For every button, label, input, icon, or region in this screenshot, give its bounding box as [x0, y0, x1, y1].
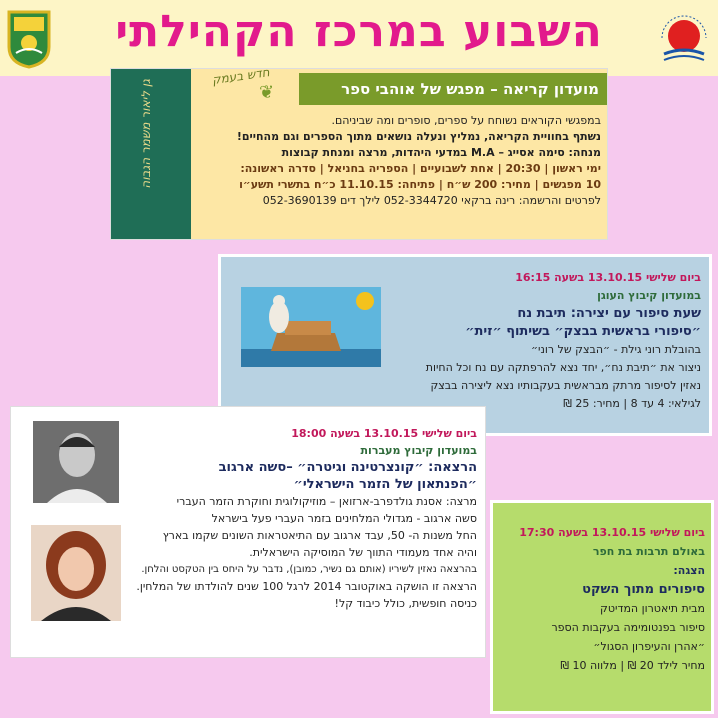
- reading-club-side-band: [111, 69, 191, 239]
- lecture-card: [10, 406, 486, 658]
- story-hour-price: לגילאי: 4 עד 8 | מחיר: 25 ₪: [563, 397, 701, 410]
- show-date: ביום שלישי 13.10.15 בשעה 17:30: [519, 526, 705, 539]
- page-title: השבוע במרכז הקהילתי: [115, 6, 603, 57]
- show-line: מבית תיאטרון המדיטק: [600, 602, 705, 615]
- reading-club-contact: לפרטים והרשמה: רינה ברקאי 052-3344720 לילך דים 052-3690139: [262, 194, 601, 207]
- lecture-line: החל משנות ה- 50, עבד ארגוב עם התיאטראות השונים שקמו בארץ: [162, 529, 477, 542]
- lecture-venue: במועדון קיבוץ מעברות: [360, 444, 477, 457]
- story-hour-title: שעת סיפור עם יצירה: תיבת נח: [517, 306, 701, 321]
- reading-club-line: נשתף בחוויית הקריאה, נמליץ ונעלה נושאים מתוך הספרים וגם מהחיים!: [236, 130, 601, 143]
- story-hour-line: נאזין לסיפור מרתק מבראשית בעקבותיו נצא ליצירה בבצק: [430, 379, 701, 392]
- reading-club-line: מנחה: סימה אסייג – M.A במדעי היהדות, מרצה ומנחת קבוצות: [281, 146, 601, 159]
- show-line: ״אהרן והעיפרון הסגול״: [593, 640, 705, 653]
- lecture-date: ביום שלישי 13.10.15 בשעה 18:00: [291, 427, 477, 440]
- regional-council-logo: [6, 9, 52, 69]
- reading-club-line: 10 מפגשים | מחיר: 200 ש״ח | פתיחה: 11.10.15 כ״ח בתשרי תשע״ו: [239, 178, 601, 191]
- story-hour-venue: במועדון קיבוץ העוגן: [597, 289, 701, 302]
- reading-club-title-text: מועדון קריאה – מפגש של אוהבי ספר: [341, 80, 599, 98]
- reading-club-line: ימי ראשון | 20:30 | אחת לשבועיים | הספריה בחניאל | סדרה ראשונה:: [240, 162, 601, 175]
- new-badge: חדש בעמק: [211, 65, 271, 88]
- show-line: סיפור בפנטומימה בעקבות הספר: [551, 621, 705, 634]
- olive-branch-icon: ❦: [259, 82, 275, 103]
- story-hour-host: בהובלת רוני גילת - ״הבצק של רוני״: [530, 343, 701, 356]
- lecture-line: והיה אחד מעמודי התווך של המוסיקה הישראלית.: [249, 546, 477, 559]
- reading-club-title: [259, 73, 607, 105]
- lecture-title: הרצאה: ״קונצרטינה וגיטרה״ –סשה ארגוב: [218, 460, 477, 475]
- lecturer-portrait: [31, 525, 121, 621]
- lecture-line: כניסה חופשית, כולל כיבוד קל!: [334, 597, 477, 610]
- lecture-line: מרצה: אסנת גולדפרב-ארזואן – מוזיקולוגית וחוקרת הזמר העברי: [176, 495, 477, 508]
- story-hour-date: ביום שלישי 13.10.15 בשעה 16:15: [515, 271, 701, 284]
- lecture-line: סשה ארגוב - מגדולי המלחינים בזמר העברי פעל בישראל: [211, 512, 477, 525]
- story-hour-subtitle: ״סיפורי בראשית בבצק״ בשיתוף ״זית״: [465, 324, 701, 339]
- lecture-line: הרצאה זו הושקה באוקטובר 2014 לרגל 100 שנים להולדתו של המלחין.: [136, 580, 477, 593]
- lecture-line: בהרצאה נאזין לשיריו (אותם גם נשיר, כמובן), נדבר על היחס בין הטקסט והלחן.: [141, 564, 477, 575]
- reading-club-card: [110, 65, 608, 240]
- reading-club-line: במפגשי הקוראים נשוחח על ספרים, סופרים ומה שביניהם.: [331, 114, 601, 127]
- show-title: סיפורים מתוך השקט: [582, 582, 705, 597]
- show-card: [490, 500, 714, 714]
- show-price: מחיר לילד 20 ₪ | מלווה 10 ₪: [560, 659, 705, 672]
- lecture-subtitle: ״הפנתאון של הזמר הישראלי״: [293, 477, 477, 492]
- community-center-logo: [654, 10, 714, 68]
- reading-club-side-text: גן ליאור משמר הגבוה: [139, 79, 153, 189]
- noah-ark-image: [241, 287, 381, 367]
- show-venue: באולם תרבות בת חפר: [592, 545, 705, 558]
- composer-portrait: [33, 421, 119, 503]
- story-hour-line: ניצור את ״תיבת נח״, יחד נצא להרפתקה עם נח וכל החיות: [425, 361, 701, 374]
- show-label: הצגה:: [673, 564, 705, 577]
